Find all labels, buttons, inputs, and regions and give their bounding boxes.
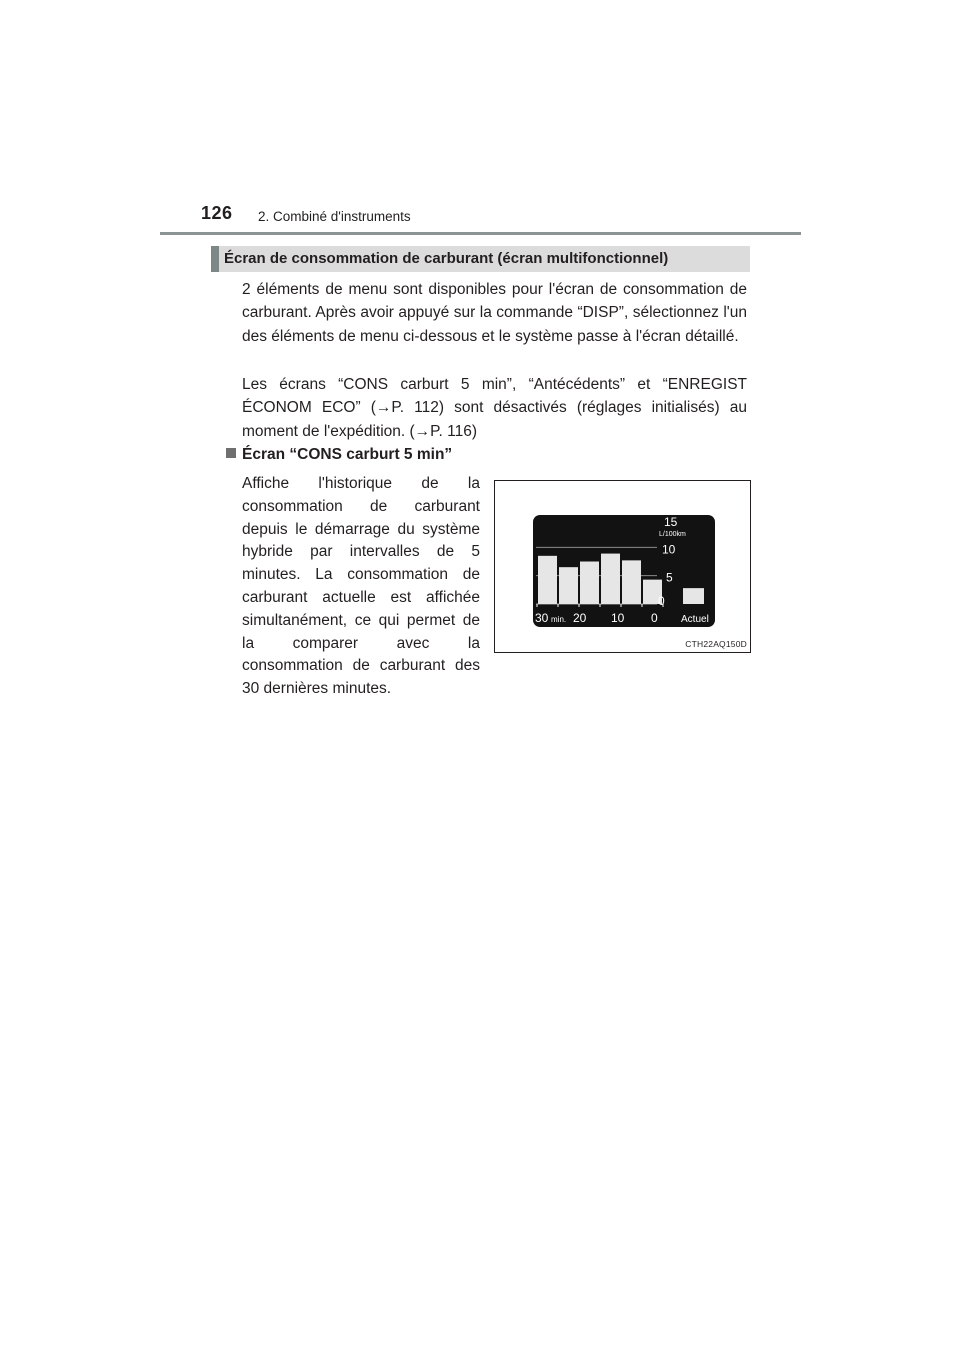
figure-code: CTH22AQ150D [685, 639, 747, 649]
header-rule [160, 232, 801, 235]
history-bar [622, 560, 641, 604]
y-tick-label: 10 [662, 542, 676, 557]
figure-frame [494, 480, 751, 653]
square-bullet-icon [226, 448, 236, 458]
section-title: Écran de consommation de carburant (écran multifonctionnel) [224, 250, 669, 267]
x-tick-label: 10 [611, 611, 625, 625]
subsection-heading [226, 446, 452, 464]
y-axis-unit: L/100km [659, 531, 686, 538]
x-tick-label: 20 [573, 611, 587, 625]
note-paragraph: Les écrans “CONS carburt 5 min”, “Antécédents” et “ENREGIST ÉCONOM ECO” (→P. 112) sont désactivés (réglages initialisés) au moment de l'expédition. (→P. 116) [242, 376, 747, 440]
current-label: Actuel [681, 614, 709, 625]
current-bar [683, 588, 704, 604]
history-bar [580, 562, 599, 605]
history-bar [538, 556, 557, 604]
y-tick-label: 5 [666, 570, 673, 585]
x-tick-label: 0 [651, 611, 658, 625]
chapter-title: 2. Combiné d'instruments [258, 209, 411, 224]
subsection-title: Écran “CONS carburt 5 min” [242, 446, 453, 463]
intro-paragraph: 2 éléments de menu sont disponibles pour l'écran de consommation de carburant. Après avoir appuyé sur la commande “DISP”, sélectionnez l'un des éléments de menu ci-dessous et le système passe à l'écran détaillé. [242, 281, 747, 345]
y-tick-label: 0 [658, 594, 665, 608]
history-bar [559, 567, 578, 604]
page-number: 126 [201, 203, 233, 223]
x-tick-label: 30 [535, 611, 549, 625]
subsection-description: Affiche l'historique de la consommation de carburant depuis le démarrage du système hybride par intervalles de 5 minutes. La consommation de carburant actuelle est affichée simultanément, ce qui permet de la comparer avec la consommation de carburant des 30 dernières minutes. [242, 475, 480, 698]
y-tick-label: 15 [664, 515, 678, 529]
history-bar [601, 554, 620, 604]
x-tick-label: min. [551, 615, 567, 624]
fuel-consumption-chart [495, 481, 752, 654]
